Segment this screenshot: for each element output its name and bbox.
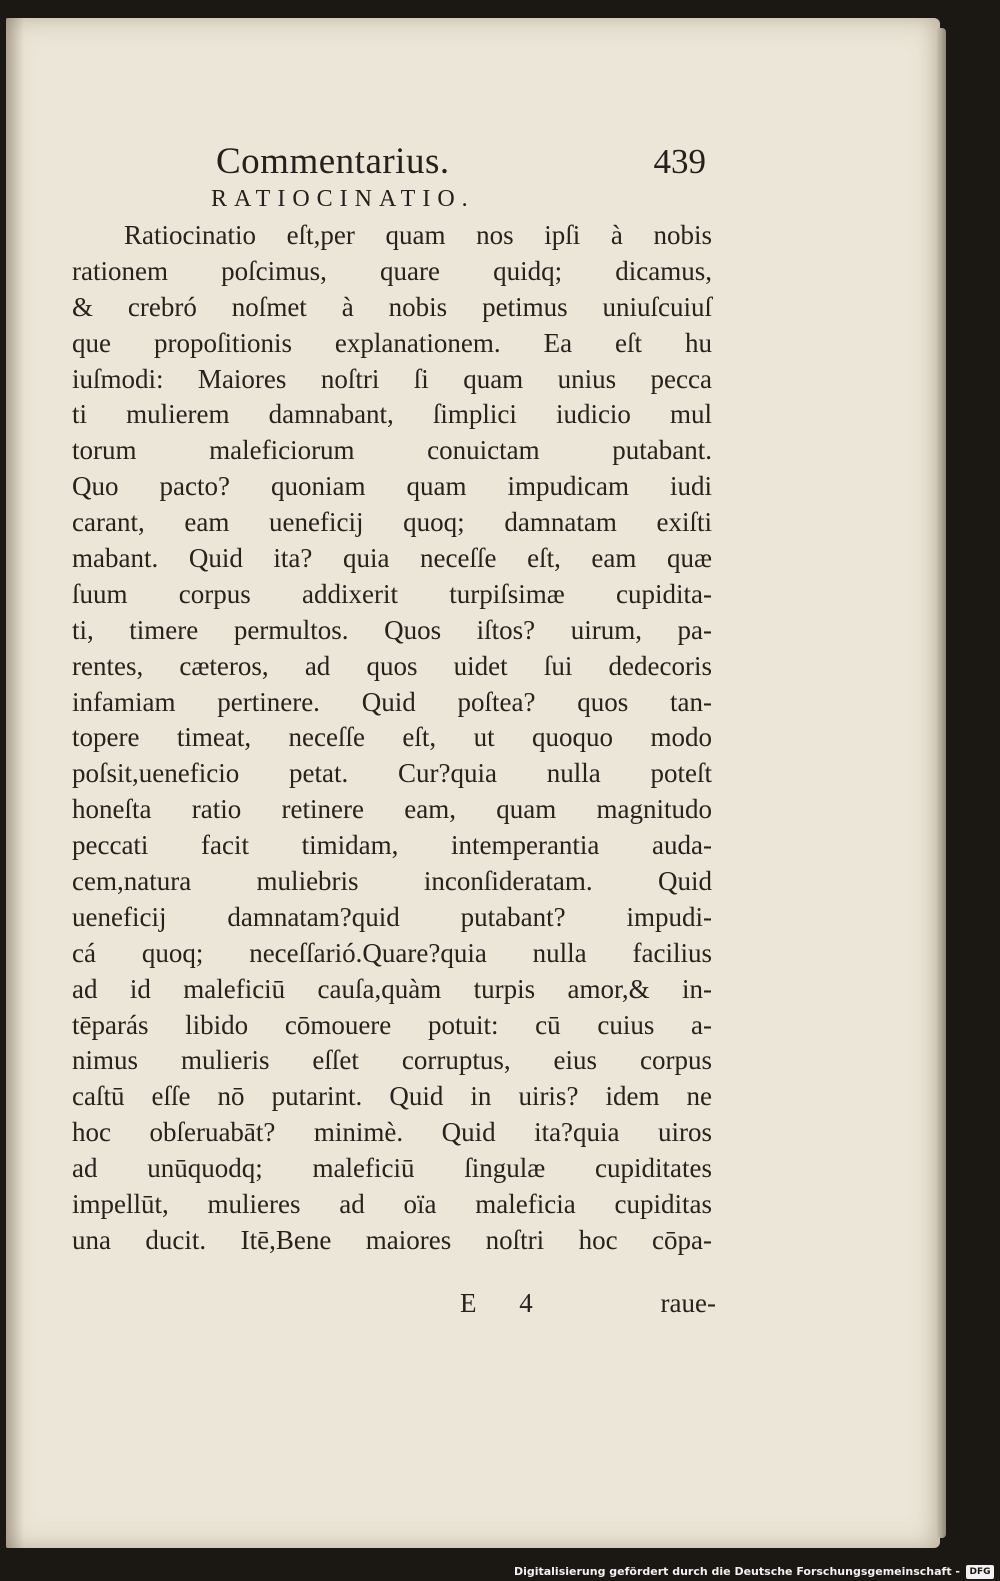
catchword: raue- bbox=[660, 1288, 716, 1318]
text-line: rentes, cæteros, ad quos uidet ſui dedecoris bbox=[72, 650, 712, 681]
text-line: poſsit,ueneficio petat. Cur?quia nulla poteſt bbox=[72, 758, 712, 789]
text-line: que propoſitionis explanationem. Ea eſt hu bbox=[72, 327, 712, 358]
book-page bbox=[6, 18, 940, 1548]
text-line: ti, timere permultos. Quos iſtos? uirum, pa- bbox=[72, 614, 712, 645]
text-line: caſtū eſſe nō putarint. Quid in uiris? idem ne bbox=[72, 1081, 712, 1112]
spine-shadow bbox=[6, 18, 24, 1548]
text-line: ti mulierem damnabant, ſimplici iudicio mul bbox=[72, 399, 712, 430]
text-line: carant, eam ueneficij quoq; damnatam exiſti bbox=[72, 507, 712, 538]
page-header bbox=[216, 140, 706, 190]
text-line: cá quoq; neceſſarió.Quare?quia nulla facilius bbox=[72, 937, 712, 968]
text-line: cem,natura muliebris inconſideratam. Quid bbox=[72, 866, 712, 897]
text-line: ueneficij damnatam?quid putabant? impudi- bbox=[72, 901, 712, 932]
digitization-credit: Digitalisierung gefördert durch die Deutsche Forschungsgemeinschaft - bbox=[513, 1565, 960, 1578]
text-line: infamiam pertinere. Quid poſtea? quos tan- bbox=[72, 686, 712, 717]
text-line: honeſta ratio retinere eam, quam magnitudo bbox=[72, 794, 712, 825]
text-line: tēparás libido cōmouere potuit: cū cuius a- bbox=[72, 1009, 712, 1040]
text-line: hoc obſeruabāt? minimè. Quid ita?quia uiros bbox=[72, 1117, 712, 1148]
text-line: una ducit. Itē,Bene maiores noſtri hoc cōpa- bbox=[72, 1224, 712, 1255]
text-line: ad unūquodq; maleficiū ſingulæ cupiditates bbox=[72, 1153, 712, 1184]
text-line: & crebró noſmet à nobis petimus uniuſcuiuſ bbox=[72, 291, 712, 322]
text-line: mabant. Quid ita? quia neceſſe eſt, eam quæ bbox=[72, 543, 712, 574]
page-number: 439 bbox=[653, 142, 706, 181]
text-line: Quo pacto? quoniam quam impudicam iudi bbox=[72, 471, 712, 502]
text-line: nimus mulieris eſſet corruptus, eius corpus bbox=[72, 1045, 712, 1076]
text-line: iuſmodi: Maiores noſtri ſi quam unius pecca bbox=[72, 363, 712, 394]
text-line: topere timeat, neceſſe eſt, ut quoquo modo bbox=[72, 722, 712, 753]
text-line: Ratiocinatio eſt,per quam nos ipſi à nobis bbox=[124, 220, 712, 250]
running-title: Commentarius. bbox=[216, 141, 450, 182]
page-footer bbox=[446, 1288, 716, 1328]
text-line: impellūt, mulieres ad oïa maleficia cupiditas bbox=[72, 1189, 712, 1220]
signature-mark: E 4 bbox=[460, 1288, 551, 1318]
section-heading: RATIOCINATIO. bbox=[211, 186, 475, 212]
text-line: torum maleficiorum conuictam putabant. bbox=[72, 435, 712, 466]
text-line: rationem poſcimus, quare quidq; dicamus, bbox=[72, 255, 712, 286]
dfg-logo: DFG bbox=[966, 1565, 994, 1579]
body-text bbox=[72, 218, 712, 1259]
text-line: peccati facit timidam, intemperantia auda- bbox=[72, 830, 712, 861]
text-line: ſuum corpus addixerit turpiſsimæ cupidita- bbox=[72, 578, 712, 609]
text-line: ad id maleficiū cauſa,quàm turpis amor,& in- bbox=[72, 973, 712, 1004]
page-edge bbox=[936, 28, 946, 1538]
